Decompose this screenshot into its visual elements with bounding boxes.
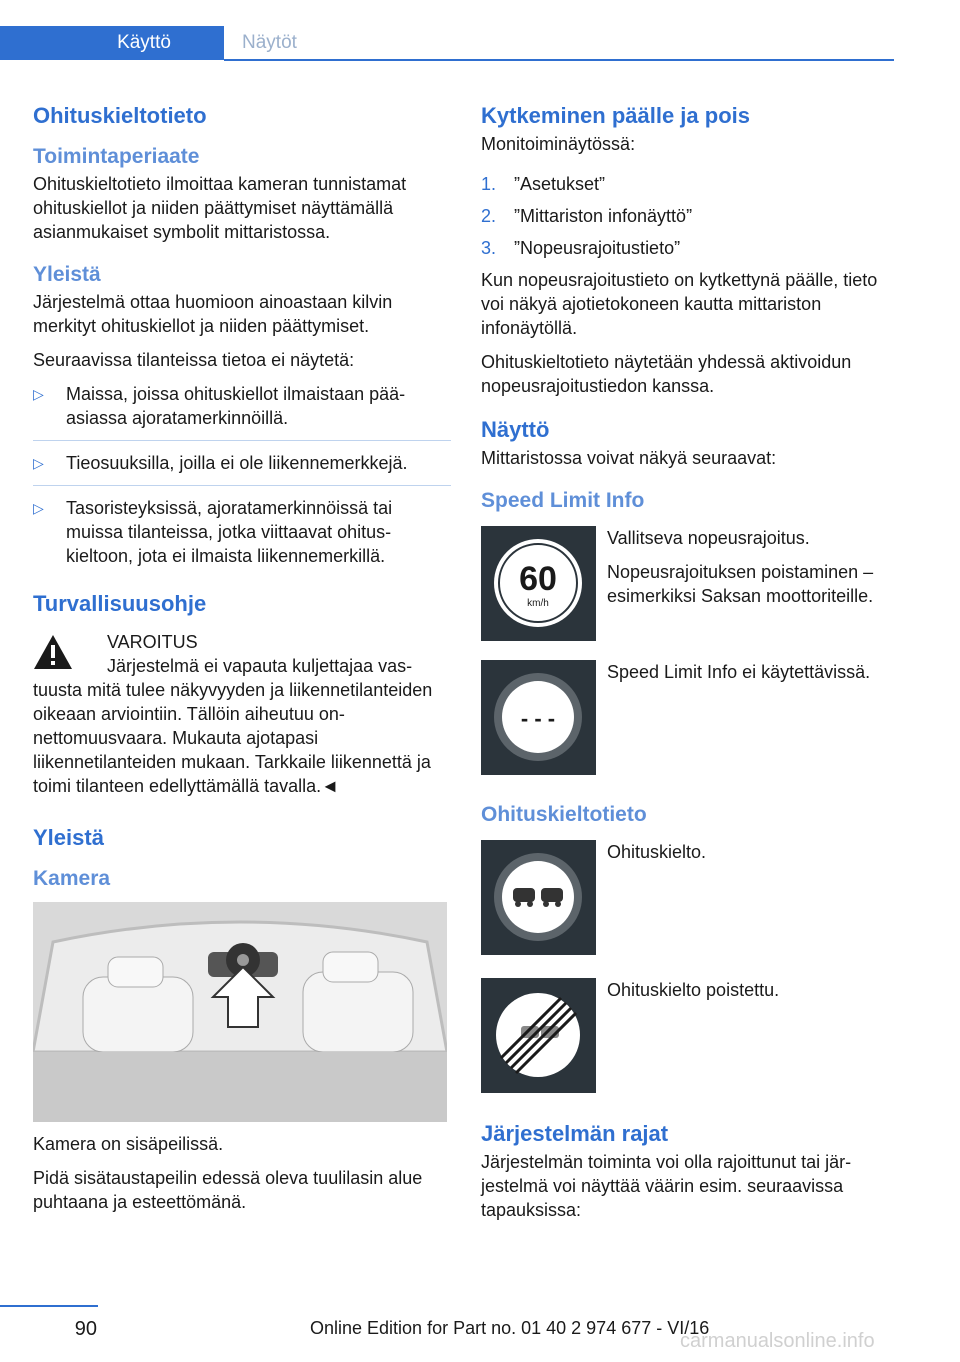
list-item: ▷ Tasoristeyksissä, ajoratamerkinnöissä tai muissa tilanteissa, jotka viittaavat ohituskieltoon, jota ei ilmaista liikennemerkillä. xyxy=(33,498,393,566)
sli-text: Vallitseva nopeusrajoitus. xyxy=(607,528,810,548)
no-passing-row xyxy=(481,840,899,978)
safety-heading: Turvallisuusohje xyxy=(33,591,207,616)
list-item: 3. ”Nopeusrajoitustieto” xyxy=(481,238,681,258)
list-item: ▷ Tieosuuksilla, joilla ei ole liikennemerkkejä. xyxy=(33,451,451,486)
warning-triangle-icon xyxy=(33,634,73,670)
warning-block xyxy=(33,630,451,678)
left-column xyxy=(33,100,451,1214)
tab-naytot[interactable]: Näytöt xyxy=(242,32,297,53)
no-passing-icon xyxy=(481,840,596,955)
onoff-heading: Kytkeminen päälle ja pois xyxy=(481,103,750,128)
onoff-text1: Kun nopeusrajoitustieto on kytkettynä päälle, tieto voi näkyä ajotietokoneen kautta mittariston infonäytöllä. xyxy=(481,270,878,338)
list-item: 2. ”Mittariston infonäyttö” xyxy=(481,206,693,226)
triangle-bullet-icon: ▷ xyxy=(33,386,44,402)
chapter-header xyxy=(0,0,960,62)
list-item: 1. ”Asetukset” xyxy=(481,174,606,194)
situations-list xyxy=(33,382,451,568)
speed-limit-unavailable-row xyxy=(481,660,899,800)
page-number: 90 xyxy=(74,1318,97,1340)
principle-text: Ohituskieltotieto ilmoittaa kameran tunnistamat ohituskiellot ja niiden päättymiset näyttämällä asianmukaiset symbolit mittaristossa. xyxy=(33,174,407,242)
general-heading: Yleistä xyxy=(33,263,101,286)
general-text: Järjestelmä ottaa huomioon ainoastaan kilvin merkityt ohituskiellot ja niiden päättymiset. xyxy=(33,292,393,336)
general2-heading: Yleistä xyxy=(33,825,104,850)
speed-limit-unavailable-icon xyxy=(481,660,596,775)
speed-limit-row xyxy=(481,526,899,660)
speed-limit-60-icon xyxy=(481,526,596,641)
display-intro: Mittaristossa voivat näkyä seuraavat: xyxy=(481,448,777,468)
display-heading: Näyttö xyxy=(481,417,550,442)
no-passing-end-icon xyxy=(481,978,596,1093)
onoff-text2: Ohituskieltotieto näytetään yhdessä aktivoidun nopeusrajoitustiedon kanssa. xyxy=(481,352,852,396)
limits-heading: Järjestelmän rajat xyxy=(481,1121,669,1146)
triangle-bullet-icon: ▷ xyxy=(33,455,44,471)
camera-heading: Kamera xyxy=(33,867,111,890)
warning-text: Järjestelmä ei vapauta kuljettajaa vastuusta mitä tulee näkyvyyden ja liikennetilanteiden oikeaan arviointiin. Tällöin aiheutuu onnettomuusvaara. Mukauta ajotapasi liikennetilanteiden mukaan. Tarkkaile liikennettä ja toimi tilanteen edellyttämällä tavalla.◄ xyxy=(33,656,433,796)
steps-list xyxy=(481,172,899,260)
camera-text: Pidä sisätaustapeilin edessä oleva tuulilasin alue puhtaana ja esteettömänä. xyxy=(33,1168,423,1212)
warning-label: VAROITUS xyxy=(107,632,198,652)
list-item: ▷ Maissa, joissa ohituskiellot ilmaistaan pääasiassa ajoratamerkinnöillä. xyxy=(33,382,451,441)
sli-heading: Speed Limit Info xyxy=(481,489,645,512)
tab-kaytto[interactable]: Käyttö xyxy=(0,26,224,60)
edition-text: Online Edition for Part no. 01 40 2 974 677 - VI/16 xyxy=(310,1318,710,1338)
sli-text: Speed Limit Info ei käytettävissä. xyxy=(607,662,871,682)
triangle-bullet-icon: ▷ xyxy=(33,500,44,516)
np-text: Ohituskielto. xyxy=(607,842,707,862)
onoff-intro: Monitoiminäytössä: xyxy=(481,134,636,154)
svg-text:- - -: - - - xyxy=(520,706,556,731)
camera-caption: Kamera on sisäpeilissä. xyxy=(33,1134,224,1154)
svg-text:km/h: km/h xyxy=(527,598,549,609)
limits-text: Järjestelmän toiminta voi olla rajoittunut tai järjestelmä voi näyttää väärin esim. seuraavissa tapauksissa: xyxy=(481,1152,852,1220)
header-rule xyxy=(224,59,894,61)
right-column xyxy=(481,100,899,1222)
car-interior-camera-image xyxy=(33,902,447,1122)
svg-text:60: 60 xyxy=(519,560,557,598)
np-text: Ohituskielto poistettu. xyxy=(607,980,780,1000)
np-heading: Ohituskieltotieto xyxy=(481,803,647,826)
no-passing-end-row xyxy=(481,978,899,1118)
sli-text: Nopeusrajoituksen poistaminen – esimerkiksi Saksan moottoriteille. xyxy=(607,562,874,606)
principle-heading: Toimintaperiaate xyxy=(33,145,200,168)
footer-rule xyxy=(0,1305,98,1307)
section-title: Ohituskieltotieto xyxy=(33,103,207,128)
watermark: carmanualsonline.info xyxy=(680,1330,875,1352)
situations-intro: Seuraavissa tilanteissa tietoa ei näytetä: xyxy=(33,350,355,370)
